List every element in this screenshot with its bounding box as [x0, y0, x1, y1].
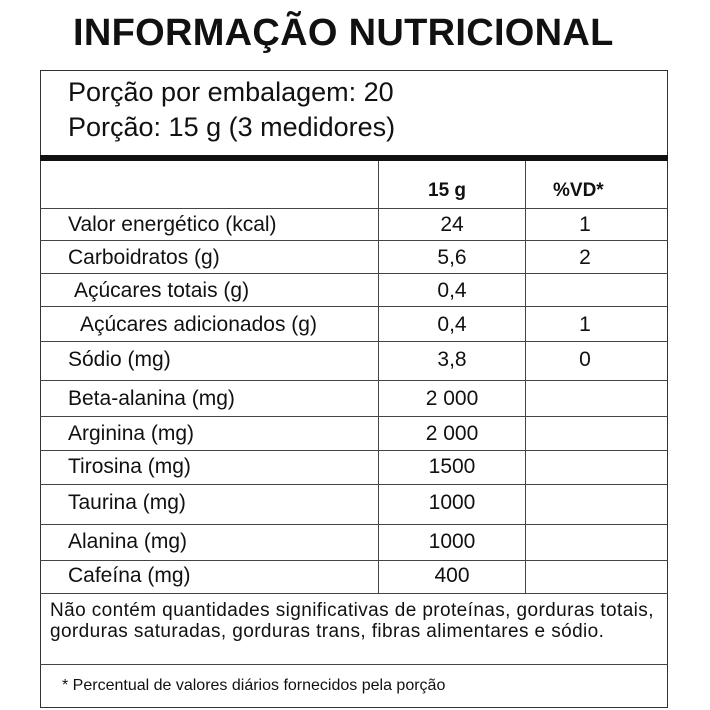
- row-line: [40, 484, 668, 485]
- row-line: [40, 240, 668, 241]
- nutrient-name: Alanina (mg): [68, 530, 188, 553]
- portion-per-package: Porção por embalagem: 20: [68, 77, 394, 107]
- footnote: * Percentual de valores diários fornecidos pela porção: [62, 677, 446, 694]
- nutrient-amount: 2 000: [425, 422, 479, 445]
- row-line: [40, 593, 668, 594]
- row-line: [40, 524, 668, 525]
- row-line: [40, 306, 668, 307]
- nutrient-amount: 5,6: [437, 246, 467, 269]
- nutrient-dv: 2: [579, 246, 591, 269]
- nutrient-name: Taurina (mg): [68, 491, 186, 514]
- row-line: [40, 450, 668, 451]
- column-header-dv: %VD*: [553, 180, 604, 201]
- nutrient-name: Carboidratos (g): [68, 246, 220, 269]
- nutrient-amount: 1500: [428, 455, 476, 478]
- nutrient-amount: 24: [440, 213, 464, 236]
- row-line: [40, 560, 668, 561]
- nutrient-name: Beta-alanina (mg): [68, 387, 235, 410]
- row-line: [40, 341, 668, 342]
- nutrient-dv: 0: [579, 348, 591, 371]
- row-line: [40, 416, 668, 417]
- row-line: [40, 380, 668, 381]
- nutrient-name: Sódio (mg): [68, 348, 171, 371]
- row-line: [40, 664, 668, 665]
- row-line: [40, 208, 668, 209]
- nutrient-dv: 1: [579, 213, 591, 236]
- nutrient-name: Arginina (mg): [68, 422, 195, 445]
- nutrient-name: Açúcares totais (g): [74, 279, 250, 302]
- nutrient-name: Tirosina (mg): [68, 455, 191, 478]
- nutrition-note: Não contém quantidades significativas de proteínas, gorduras totais, gorduras saturadas, gorduras trans, fibras alimentares e sódio.: [50, 600, 654, 642]
- nutrient-name: Açúcares adicionados (g): [80, 313, 317, 336]
- nutrient-name: Cafeína (mg): [68, 564, 191, 587]
- thick-divider: [40, 155, 668, 161]
- title-box: [40, 0, 668, 71]
- nutrient-amount: 3,8: [437, 348, 467, 371]
- nutrient-amount: 400: [434, 564, 470, 587]
- page-title: INFORMAÇÃO NUTRICIONAL: [73, 12, 614, 54]
- portion-size: Porção: 15 g (3 medidores): [68, 112, 396, 142]
- nutrient-amount: 0,4: [437, 279, 467, 302]
- nutrient-amount: 2 000: [425, 387, 479, 410]
- nutrient-amount: 0,4: [437, 313, 467, 336]
- nutrient-name: Valor energético (kcal): [68, 213, 277, 236]
- nutrient-dv: 1: [579, 313, 591, 336]
- nutrient-amount: 1000: [428, 491, 476, 514]
- nutrient-amount: 1000: [428, 530, 476, 553]
- row-line: [40, 273, 668, 274]
- column-header-amount: 15 g: [428, 180, 467, 201]
